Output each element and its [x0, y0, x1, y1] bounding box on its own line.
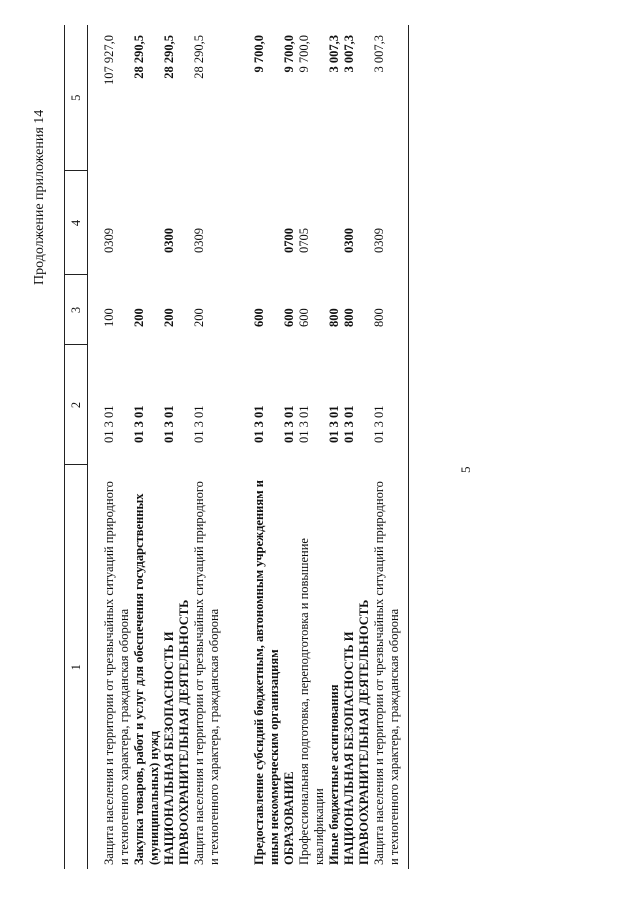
row-name: Защита населения и территории от чрезвычайных ситуаций природного и техногенного характера, гражданская оборона: [192, 481, 221, 865]
row-sum: 28 290,5: [132, 35, 146, 79]
row-code: 01 3 01: [372, 345, 409, 465]
column-header: 1: [65, 465, 88, 869]
row-sum: 3 007,3: [342, 35, 356, 73]
row-section: 0300: [342, 228, 356, 253]
row-kvr: 800: [327, 308, 341, 327]
spacer-cell: [222, 25, 252, 869]
row-section: 0300: [162, 228, 176, 253]
row-section: [132, 171, 162, 275]
continuation-label: Продолжение приложения 14: [32, 109, 47, 285]
table-row: [342, 25, 372, 869]
row-sum: 9 700,0: [282, 35, 296, 73]
row-kvr: 200: [162, 308, 176, 327]
row-name: Иные бюджетные ассигнования: [327, 684, 341, 865]
row-name: Защита населения и территории от чрезвычайных ситуаций природного и техногенного характера, гражданская оборона: [102, 481, 131, 865]
row-kvr: 100: [102, 308, 116, 327]
row-kvr: 600: [252, 308, 266, 327]
row-code: 01 3 01: [342, 405, 356, 443]
table-row: [327, 25, 342, 869]
row-code: 01 3 01: [252, 405, 266, 443]
row-code: 01 3 01: [192, 405, 206, 443]
column-header: 2: [65, 345, 88, 465]
row-code: 01 3 01: [132, 405, 146, 443]
table-row: [297, 25, 327, 869]
row-sum: 9 700,0: [297, 35, 311, 73]
row-sum: 3 007,3: [372, 25, 409, 171]
row-sum: 3 007,3: [327, 35, 341, 73]
table-row: [372, 25, 409, 869]
row-section: 0309: [192, 228, 206, 253]
row-code: 01 3 01: [297, 405, 311, 443]
column-header: 5: [65, 25, 88, 171]
row-name: Профессиональная подготовка, переподготовка и повышение квалификации: [297, 538, 326, 865]
table-row: [132, 25, 162, 869]
row-code: 01 3 01: [282, 405, 296, 443]
row-name: Предоставление субсидий бюджетным, автономным учреждениям и иным некоммерческим организациям: [252, 480, 281, 865]
row-kvr: 200: [192, 308, 206, 327]
row-code: 01 3 01: [327, 405, 341, 443]
row-code: 01 3 01: [162, 405, 176, 443]
row-kvr: 800: [372, 275, 409, 345]
spacer-row: [222, 25, 252, 869]
row-name: НАЦИОНАЛЬНАЯ БЕЗОПАСНОСТЬ И ПРАВООХРАНИТЕЛЬНАЯ ДЕЯТЕЛЬНОСТЬ: [342, 599, 371, 865]
budget-table: [64, 25, 409, 869]
row-name: Закупка товаров, работ и услуг для обеспечения государственных (муниципальных) нужд: [132, 493, 161, 865]
row-sum: 28 290,5: [162, 35, 176, 79]
row-section: 0309: [372, 171, 409, 275]
table-header-row: [65, 25, 88, 869]
row-sum: 107 927,0: [102, 35, 116, 85]
row-kvr: 600: [282, 308, 296, 327]
row-section: 0309: [102, 228, 116, 253]
row-section: [252, 171, 282, 275]
row-section: 0705: [297, 228, 311, 253]
row-code: 01 3 01: [102, 405, 116, 443]
row-sum: 9 700,0: [252, 35, 266, 73]
row-name: НАЦИОНАЛЬНАЯ БЕЗОПАСНОСТЬ И ПРАВООХРАНИТЕЛЬНАЯ ДЕЯТЕЛЬНОСТЬ: [162, 599, 191, 865]
row-section: [327, 171, 342, 275]
row-name: ОБРАЗОВАНИЕ: [282, 771, 296, 865]
table-row: [88, 25, 133, 869]
column-header: 4: [65, 171, 88, 275]
page-number: 5: [458, 466, 473, 473]
row-kvr: 800: [342, 308, 356, 327]
row-section: 0700: [282, 228, 296, 253]
column-header: 3: [65, 275, 88, 345]
row-kvr: 200: [132, 308, 146, 327]
row-name: Защита населения и территории от чрезвычайных ситуаций природного и техногенного характера, гражданская оборона: [372, 465, 409, 869]
row-sum: 28 290,5: [192, 35, 206, 79]
table-row: [252, 25, 282, 869]
table-row: [162, 25, 192, 869]
row-kvr: 600: [297, 308, 311, 327]
table-row: [282, 25, 297, 869]
table-row: [192, 25, 222, 869]
